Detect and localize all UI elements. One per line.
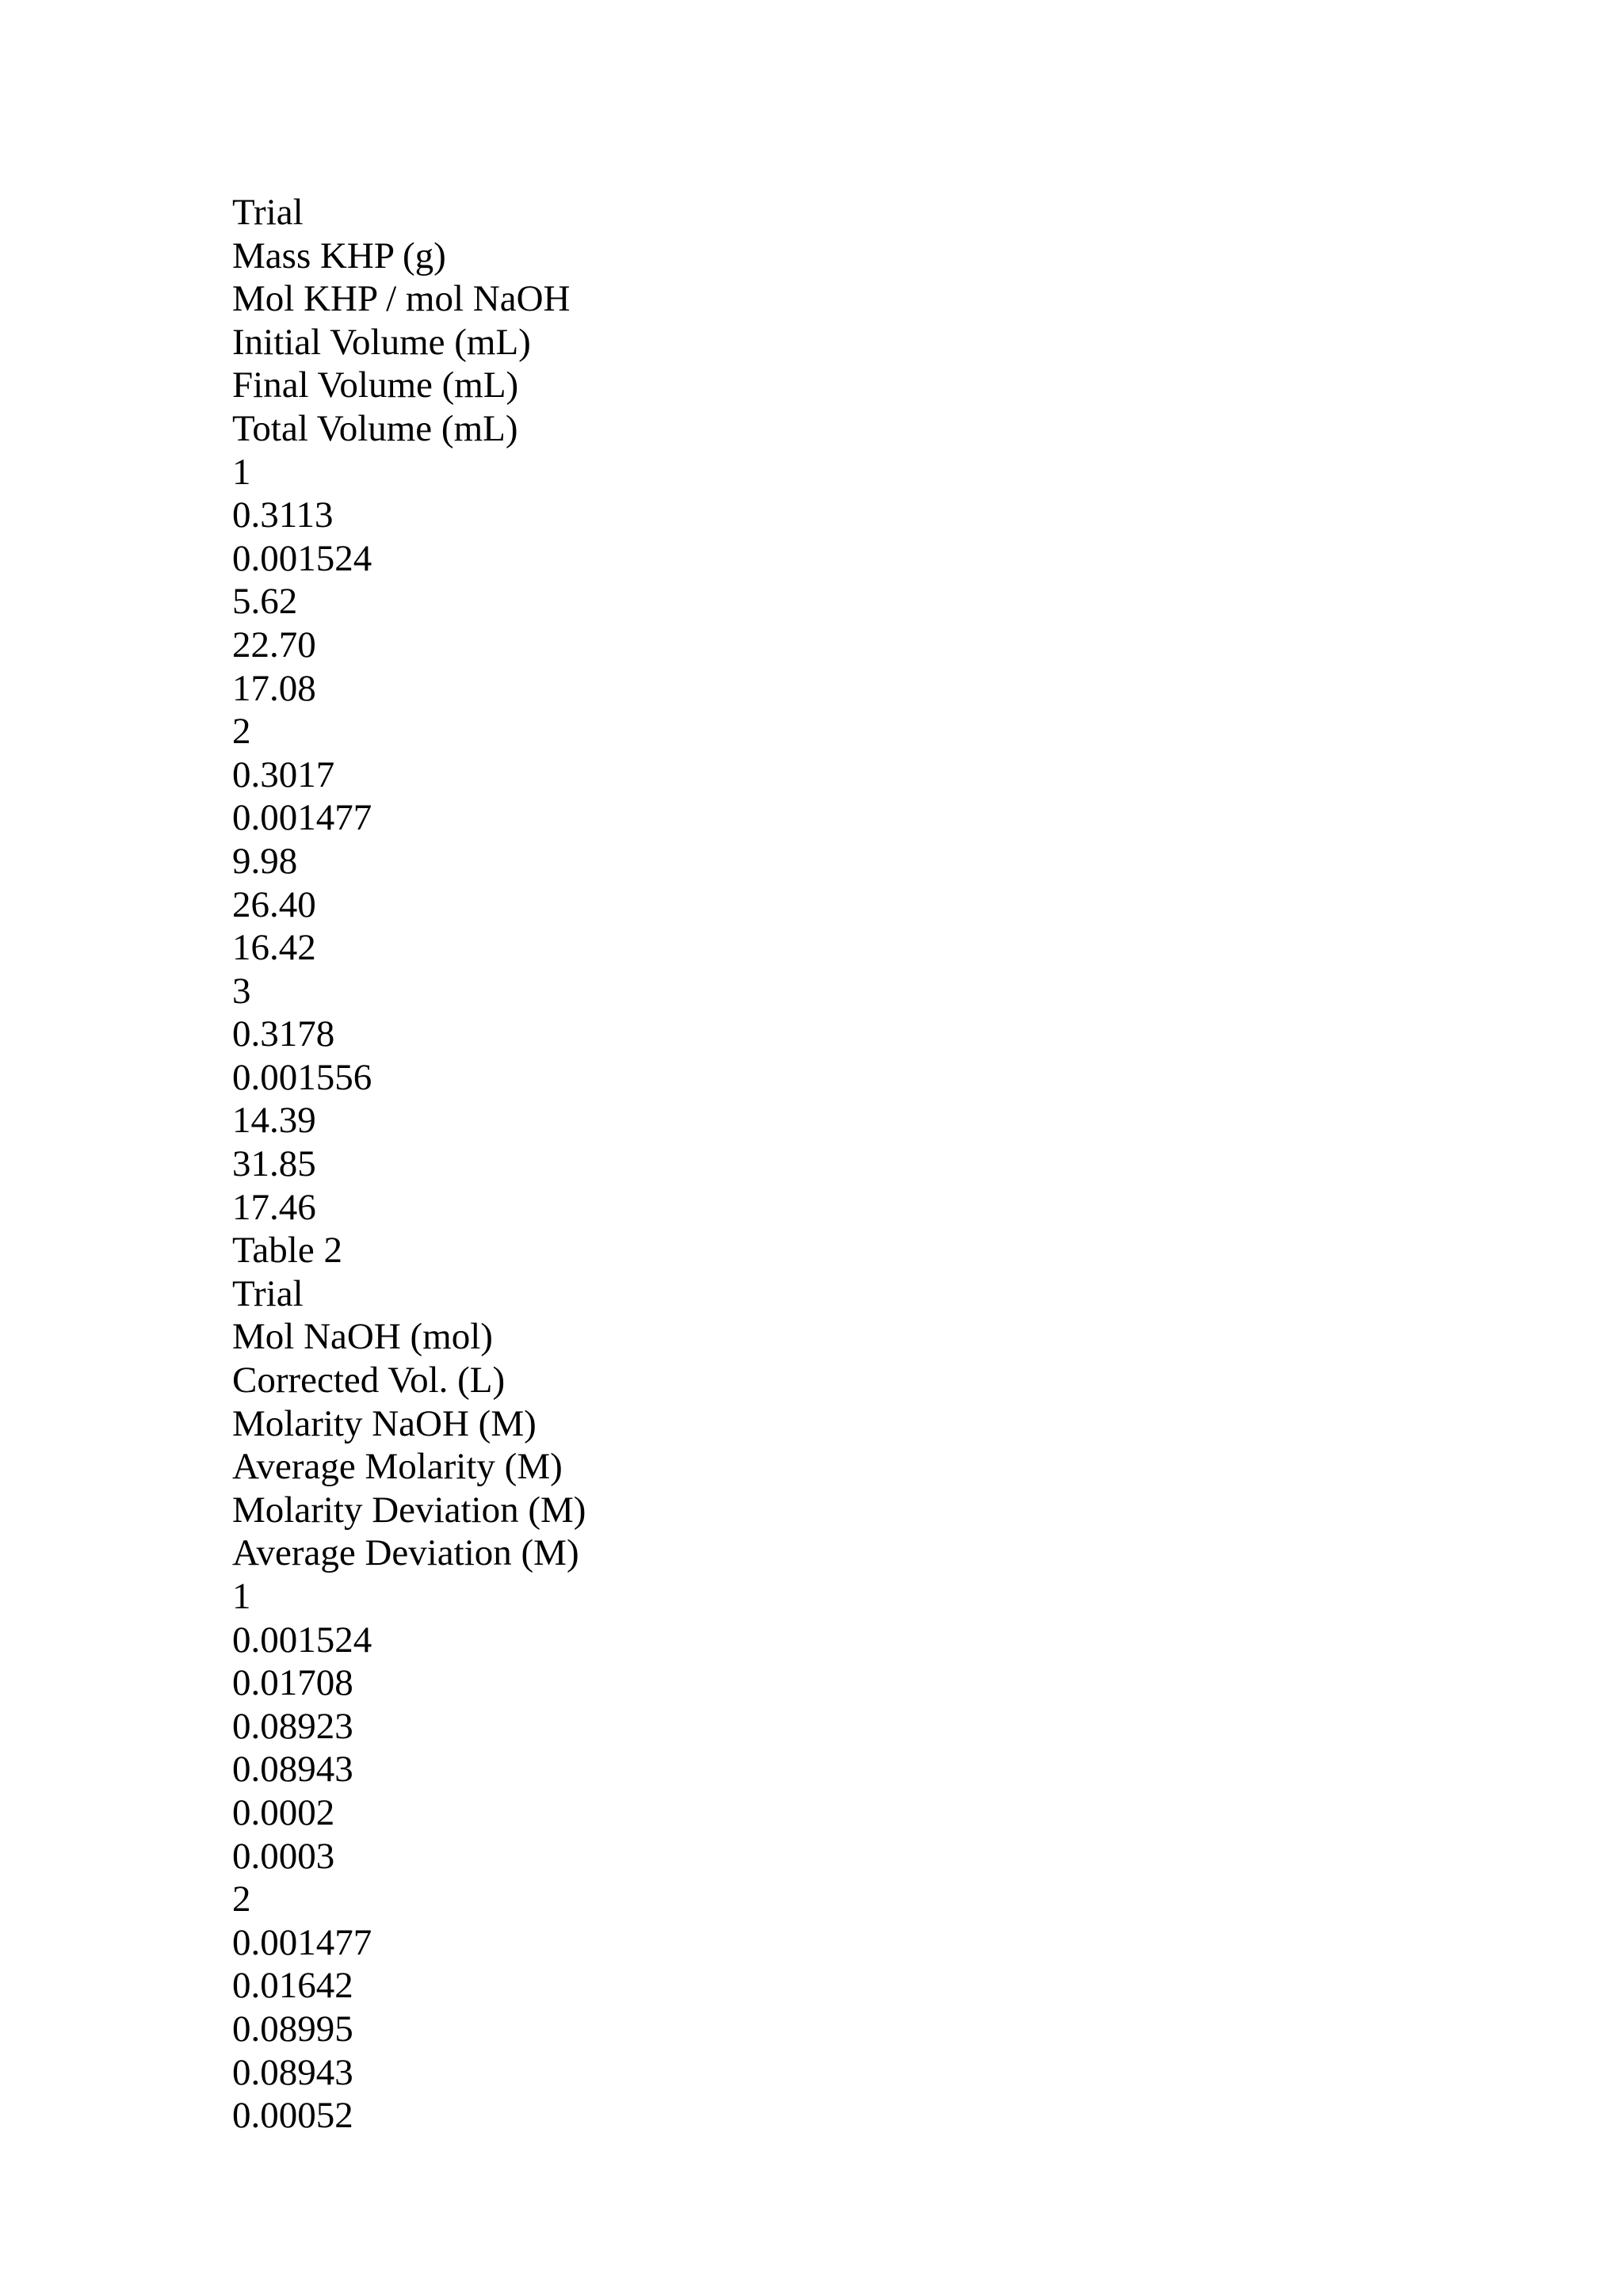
table1-cell: 0.001556	[232, 1056, 372, 1098]
table2-cell: 1	[232, 1576, 251, 1617]
table1-header-trial: Trial	[232, 192, 304, 233]
table1-cell: 22.70	[232, 624, 316, 666]
table2-cell: 0.0002	[232, 1791, 335, 1833]
table1-cell: 2	[232, 711, 251, 753]
table2-cell: 0.0003	[232, 1835, 335, 1877]
table2-header-mol-naoh: Mol NaOH (mol)	[232, 1316, 493, 1358]
table1-header-total-volume: Total Volume (mL)	[232, 407, 518, 449]
table2-cell: 2	[232, 1878, 251, 1920]
table2-cell: 0.08923	[232, 1705, 353, 1747]
table1-cell: 1	[232, 451, 251, 493]
table1-cell: 0.001524	[232, 537, 372, 579]
table1-cell: 16.42	[232, 927, 316, 969]
table2-header-average-deviation: Average Deviation (M)	[232, 1532, 579, 1574]
table1-cell: 26.40	[232, 883, 316, 925]
table1-header-mass-khp: Mass KHP (g)	[232, 235, 446, 277]
table2-cell: 0.08943	[232, 1749, 353, 1791]
table1-header-final-volume: Final Volume (mL)	[232, 364, 519, 406]
table1-header-mol-ratio: Mol KHP / mol NaOH	[232, 278, 571, 320]
table2-cell: 0.08995	[232, 2008, 353, 2050]
table1-cell: 14.39	[232, 1100, 316, 1142]
table1-cell: 5.62	[232, 581, 298, 623]
table1-cell: 17.08	[232, 667, 316, 709]
table1-cell: 3	[232, 970, 251, 1012]
table2-header-molarity-deviation: Molarity Deviation (M)	[232, 1489, 586, 1531]
table2-cell: 0.00052	[232, 2095, 353, 2137]
table2-cell: 0.01642	[232, 1965, 353, 2007]
table1-cell: 9.98	[232, 840, 298, 882]
table1-cell: 31.85	[232, 1143, 316, 1185]
table2-header-molarity: Molarity NaOH (M)	[232, 1402, 537, 1444]
table2-cell: 0.01708	[232, 1662, 353, 1704]
table2-header-corrected-vol: Corrected Vol. (L)	[232, 1360, 506, 1402]
table2-header-trial: Trial	[232, 1272, 304, 1314]
table1-cell: 17.46	[232, 1186, 316, 1228]
table1-cell: 0.3017	[232, 753, 335, 795]
table1-cell: 0.3178	[232, 1013, 335, 1055]
table1-cell: 0.3113	[232, 494, 334, 536]
text-column	[232, 191, 1421, 2138]
table1-cell: 0.001477	[232, 797, 372, 839]
table2-header-average-molarity: Average Molarity (M)	[232, 1446, 563, 1488]
table2-caption: Table 2	[232, 1230, 342, 1272]
table2-cell: 0.001524	[232, 1619, 372, 1661]
table2-cell: 0.08943	[232, 2051, 353, 2093]
table2-cell: 0.001477	[232, 1921, 372, 1963]
table1-header-initial-volume: Initial Volume (mL)	[232, 321, 531, 363]
